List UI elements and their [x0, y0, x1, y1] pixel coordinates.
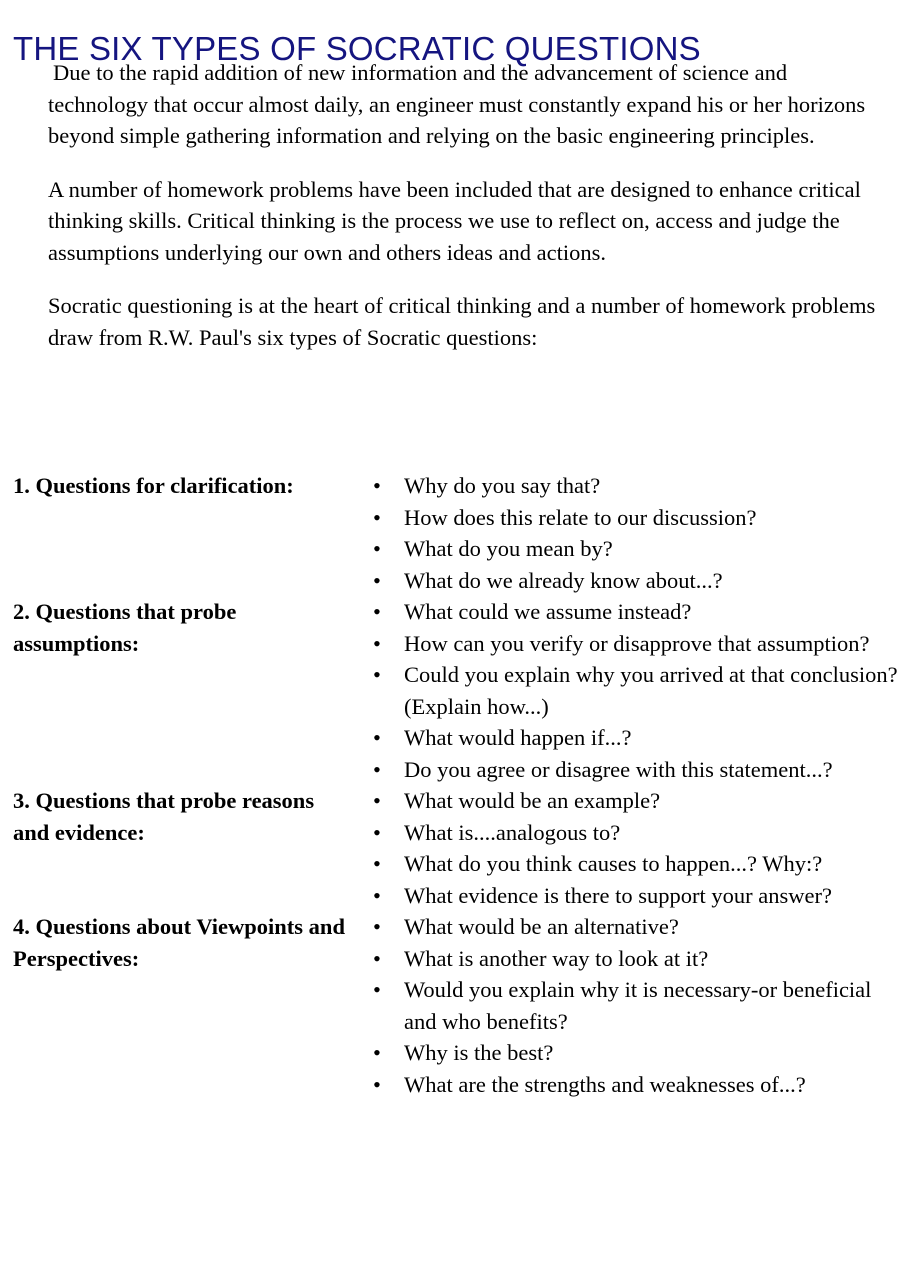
- section-heading: 1. Questions for clarification:: [13, 473, 294, 498]
- question-text: Could you explain why you arrived at that conclusion? (Explain how...): [404, 662, 898, 719]
- question-text: Why do you say that?: [404, 473, 601, 498]
- list-item: [360, 754, 901, 786]
- list-item: [360, 943, 901, 975]
- section-questions-cell: [360, 596, 901, 785]
- question-text: What are the strengths and weaknesses of...?: [404, 1071, 806, 1097]
- list-item: [360, 911, 901, 943]
- question-list: [360, 785, 901, 911]
- bullet-icon: •: [373, 914, 381, 939]
- list-item: [360, 722, 901, 754]
- bullet-icon: •: [373, 788, 381, 813]
- question-list: [360, 911, 901, 1100]
- question-text: How does this relate to our discussion?: [404, 504, 757, 530]
- section-questions-cell: [360, 470, 901, 596]
- list-item: [360, 565, 901, 597]
- question-text: What would be an alternative?: [404, 914, 679, 939]
- section-heading: 3. Questions that probe reasons and evidence:: [13, 788, 315, 845]
- question-text: What is....analogous to?: [404, 819, 621, 845]
- question-text: What would be an example?: [404, 788, 661, 813]
- question-text: Why is the best?: [404, 1040, 554, 1065]
- section-questions-cell: [360, 785, 901, 911]
- question-text: What would happen if...?: [404, 725, 632, 750]
- intro-paragraph: A number of homework problems have been included that are designed to enhance critical thinking skills. Critical thinking is the process we use to reflect on, access and judge the assumptions underlying our own and others ideas and actions.: [48, 176, 861, 265]
- bullet-icon: •: [373, 536, 381, 561]
- bullet-icon: •: [373, 851, 381, 876]
- bullet-icon: •: [373, 882, 381, 908]
- bullet-icon: •: [373, 1071, 381, 1097]
- question-section: [0, 596, 901, 785]
- bullet-icon: •: [373, 630, 381, 656]
- bullet-icon: •: [373, 725, 381, 750]
- section-heading-cell: [0, 911, 360, 974]
- list-item: [360, 1069, 901, 1101]
- list-item: [360, 848, 901, 880]
- bullet-icon: •: [373, 819, 381, 845]
- question-text: What could we assume instead?: [404, 599, 692, 624]
- socratic-question-sections: [0, 470, 901, 1100]
- question-section: [0, 911, 901, 1100]
- bullet-icon: •: [373, 945, 381, 971]
- section-heading: 4. Questions about Viewpoints and Perspectives:: [13, 914, 345, 971]
- question-list: [360, 470, 901, 596]
- question-text: Do you agree or disagree with this statement...?: [404, 756, 833, 782]
- question-text: What evidence is there to support your answer?: [404, 882, 832, 908]
- intro-text-block: [48, 57, 892, 353]
- question-list: [360, 596, 901, 785]
- bullet-icon: •: [373, 662, 381, 687]
- bullet-icon: •: [373, 977, 381, 1002]
- list-item: [360, 533, 901, 565]
- question-text: What do you think causes to happen...? Why:?: [404, 851, 823, 876]
- list-item: [360, 628, 901, 660]
- list-item: [360, 659, 901, 722]
- list-item: [360, 470, 901, 502]
- section-heading-cell: [0, 785, 360, 848]
- section-heading-cell: [0, 470, 360, 502]
- question-text: How can you verify or disapprove that assumption?: [404, 630, 870, 656]
- question-text: What do you mean by?: [404, 536, 613, 561]
- question-text: What do we already know about...?: [404, 567, 723, 593]
- page-title: THE SIX TYPES OF SOCRATIC QUESTIONS: [13, 30, 701, 68]
- list-item: [360, 974, 901, 1037]
- section-heading-cell: [0, 596, 360, 659]
- question-section: [0, 470, 901, 596]
- list-item: [360, 817, 901, 849]
- list-item: [360, 785, 901, 817]
- list-item: [360, 1037, 901, 1069]
- question-text: Would you explain why it is necessary-or beneficial and who benefits?: [404, 977, 872, 1034]
- section-questions-cell: [360, 911, 901, 1100]
- bullet-icon: •: [373, 756, 381, 782]
- bullet-icon: •: [373, 599, 381, 624]
- intro-paragraph: Due to the rapid addition of new information and the advancement of science and technology that occur almost daily, an engineer must constantly expand his or her horizons beyond simple gathering information and relying on the basic engineering principles.: [48, 60, 866, 148]
- bullet-icon: •: [373, 473, 381, 498]
- bullet-icon: •: [373, 1040, 381, 1065]
- intro-paragraph: Socratic questioning is at the heart of critical thinking and a number of homework problems draw from R.W. Paul's six types of Socratic questions:: [48, 293, 876, 350]
- bullet-icon: •: [373, 567, 381, 593]
- bullet-icon: •: [373, 504, 381, 530]
- question-text: What is another way to look at it?: [404, 945, 709, 971]
- question-section: [0, 785, 901, 911]
- list-item: [360, 880, 901, 912]
- list-item: [360, 596, 901, 628]
- section-heading: 2. Questions that probe assumptions:: [13, 599, 237, 656]
- list-item: [360, 502, 901, 534]
